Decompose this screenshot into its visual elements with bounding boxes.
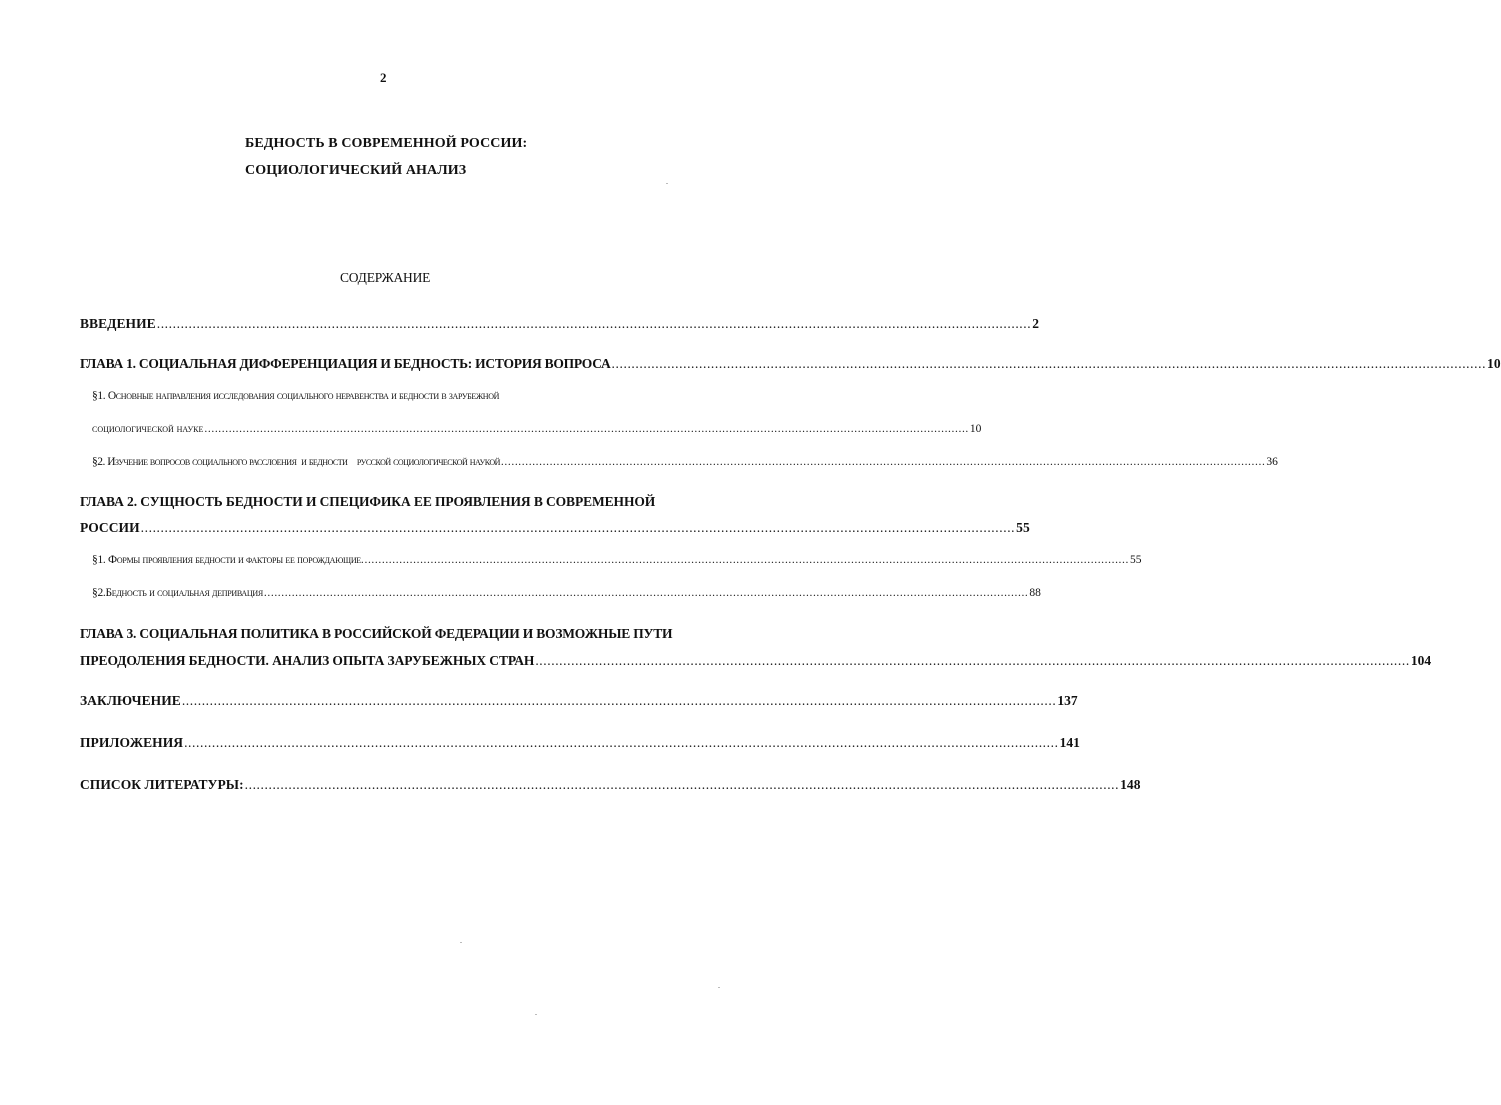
toc-entry-label: социологической науке	[92, 423, 204, 435]
toc-entry-page: 88	[1029, 587, 1041, 599]
toc-leader-dots: ............................................................................................................................................................................................................................	[263, 587, 1029, 599]
toc-entry-label: §2. Изучение вопросов социального расслоения и бедности русской социологической наукой	[92, 456, 500, 468]
toc-entry-page: 141	[1059, 735, 1080, 750]
toc-leader-dots: ............................................................................................................................................................................................................................	[364, 554, 1129, 566]
toc-leader-dots: ............................................................................................................................................................................................................................	[184, 735, 1059, 750]
toc-entry-page: 36	[1266, 456, 1278, 468]
toc-entry-chapter-3-line-1: ГЛАВА 3. СОЦИАЛЬНАЯ ПОЛИТИКА В РОССИЙСКОЙ ФЕДЕРАЦИИ И ВОЗМОЖНЫЕ ПУТИ	[80, 626, 673, 641]
toc-entry-page: 10	[1487, 356, 1501, 371]
toc-entry-bibliography	[80, 777, 1141, 793]
scan-speck	[460, 942, 462, 943]
toc-entry-chapter-3	[80, 653, 1432, 669]
toc-entry-chapter-2	[80, 520, 1030, 536]
toc-entry-page: 55	[1129, 554, 1142, 566]
page-number: 2	[380, 70, 387, 85]
toc-entry-page: 2	[1032, 316, 1040, 331]
toc-entry-page: 137	[1057, 693, 1078, 708]
toc-entry-label: ПРЕОДОЛЕНИЯ БЕДНОСТИ. АНАЛИЗ ОПЫТА ЗАРУБЕЖНЫХ СТРАН	[80, 653, 535, 668]
toc-entry-label: §2.Бедность и социальная депривация	[92, 587, 263, 599]
toc-entry-chapter-1-section-1	[92, 423, 982, 435]
toc-entry-chapter-1-section-2	[92, 456, 1278, 468]
toc-entry-label: §1. Формы проявления бедности и факторы ее порождающие.	[92, 554, 364, 566]
toc-leader-dots: ............................................................................................................................................................................................................................	[611, 356, 1487, 371]
toc-entry-chapter-2-line-1: ГЛАВА 2. СУЩНОСТЬ БЕДНОСТИ И СПЕЦИФИКА ЕЕ ПРОЯВЛЕНИЯ В СОВРЕМЕННОЙ	[80, 494, 656, 509]
toc-entry-label: РОССИИ	[80, 520, 140, 535]
document-title	[245, 130, 527, 184]
toc-leader-dots: ............................................................................................................................................................................................................................	[181, 693, 1057, 708]
toc-entry-chapter-1-section-1-line-1: §1. Основные направления исследования социального неравенства и бедности в зарубежной	[92, 390, 500, 402]
toc-entry-label: ГЛАВА 1. СОЦИАЛЬНАЯ ДИФФЕРЕНЦИАЦИЯ И БЕДНОСТЬ: ИСТОРИЯ ВОПРОСА	[80, 356, 611, 371]
document-title-line-1: БЕДНОСТЬ В СОВРЕМЕННОЙ РОССИИ:	[245, 136, 528, 151]
toc-entry-label: ЗАКЛЮЧЕНИЕ	[80, 693, 181, 708]
toc-entry-page: 148	[1120, 777, 1141, 792]
toc-entry-label: ВВЕДЕНИЕ	[80, 316, 156, 331]
toc-entry-appendices	[80, 735, 1080, 751]
toc-leader-dots: ............................................................................................................................................................................................................................	[535, 653, 1410, 668]
toc-leader-dots: ............................................................................................................................................................................................................................	[204, 423, 969, 435]
scan-speck	[535, 1014, 537, 1015]
toc-leader-dots: ............................................................................................................................................................................................................................	[500, 456, 1266, 468]
toc-leader-dots: ............................................................................................................................................................................................................................	[156, 316, 1032, 331]
toc-entry-label: ПРИЛОЖЕНИЯ	[80, 735, 184, 750]
toc-entry-page: 55	[1016, 520, 1030, 535]
toc-leader-dots: ............................................................................................................................................................................................................................	[244, 777, 1120, 792]
toc-entry-chapter-1	[80, 356, 1501, 372]
toc-entry-chapter-2-section-2	[92, 587, 1041, 599]
toc-leader-dots: ............................................................................................................................................................................................................................	[140, 520, 1016, 535]
toc-entry-page: 10	[969, 423, 982, 435]
toc-entry-label: СПИСОК ЛИТЕРАТУРЫ:	[80, 777, 244, 792]
toc-entry-chapter-2-section-1	[92, 554, 1142, 566]
toc-entry-page: 104	[1410, 653, 1432, 668]
document-title-line-2: СОЦИОЛОГИЧЕСКИЙ АНАЛИЗ	[245, 163, 467, 178]
scan-speck	[718, 987, 720, 988]
toc-entry-conclusion	[80, 693, 1078, 709]
scan-speck	[666, 183, 668, 184]
toc-entry-introduction	[80, 316, 1040, 332]
toc-heading: СОДЕРЖАНИЕ	[340, 270, 431, 285]
